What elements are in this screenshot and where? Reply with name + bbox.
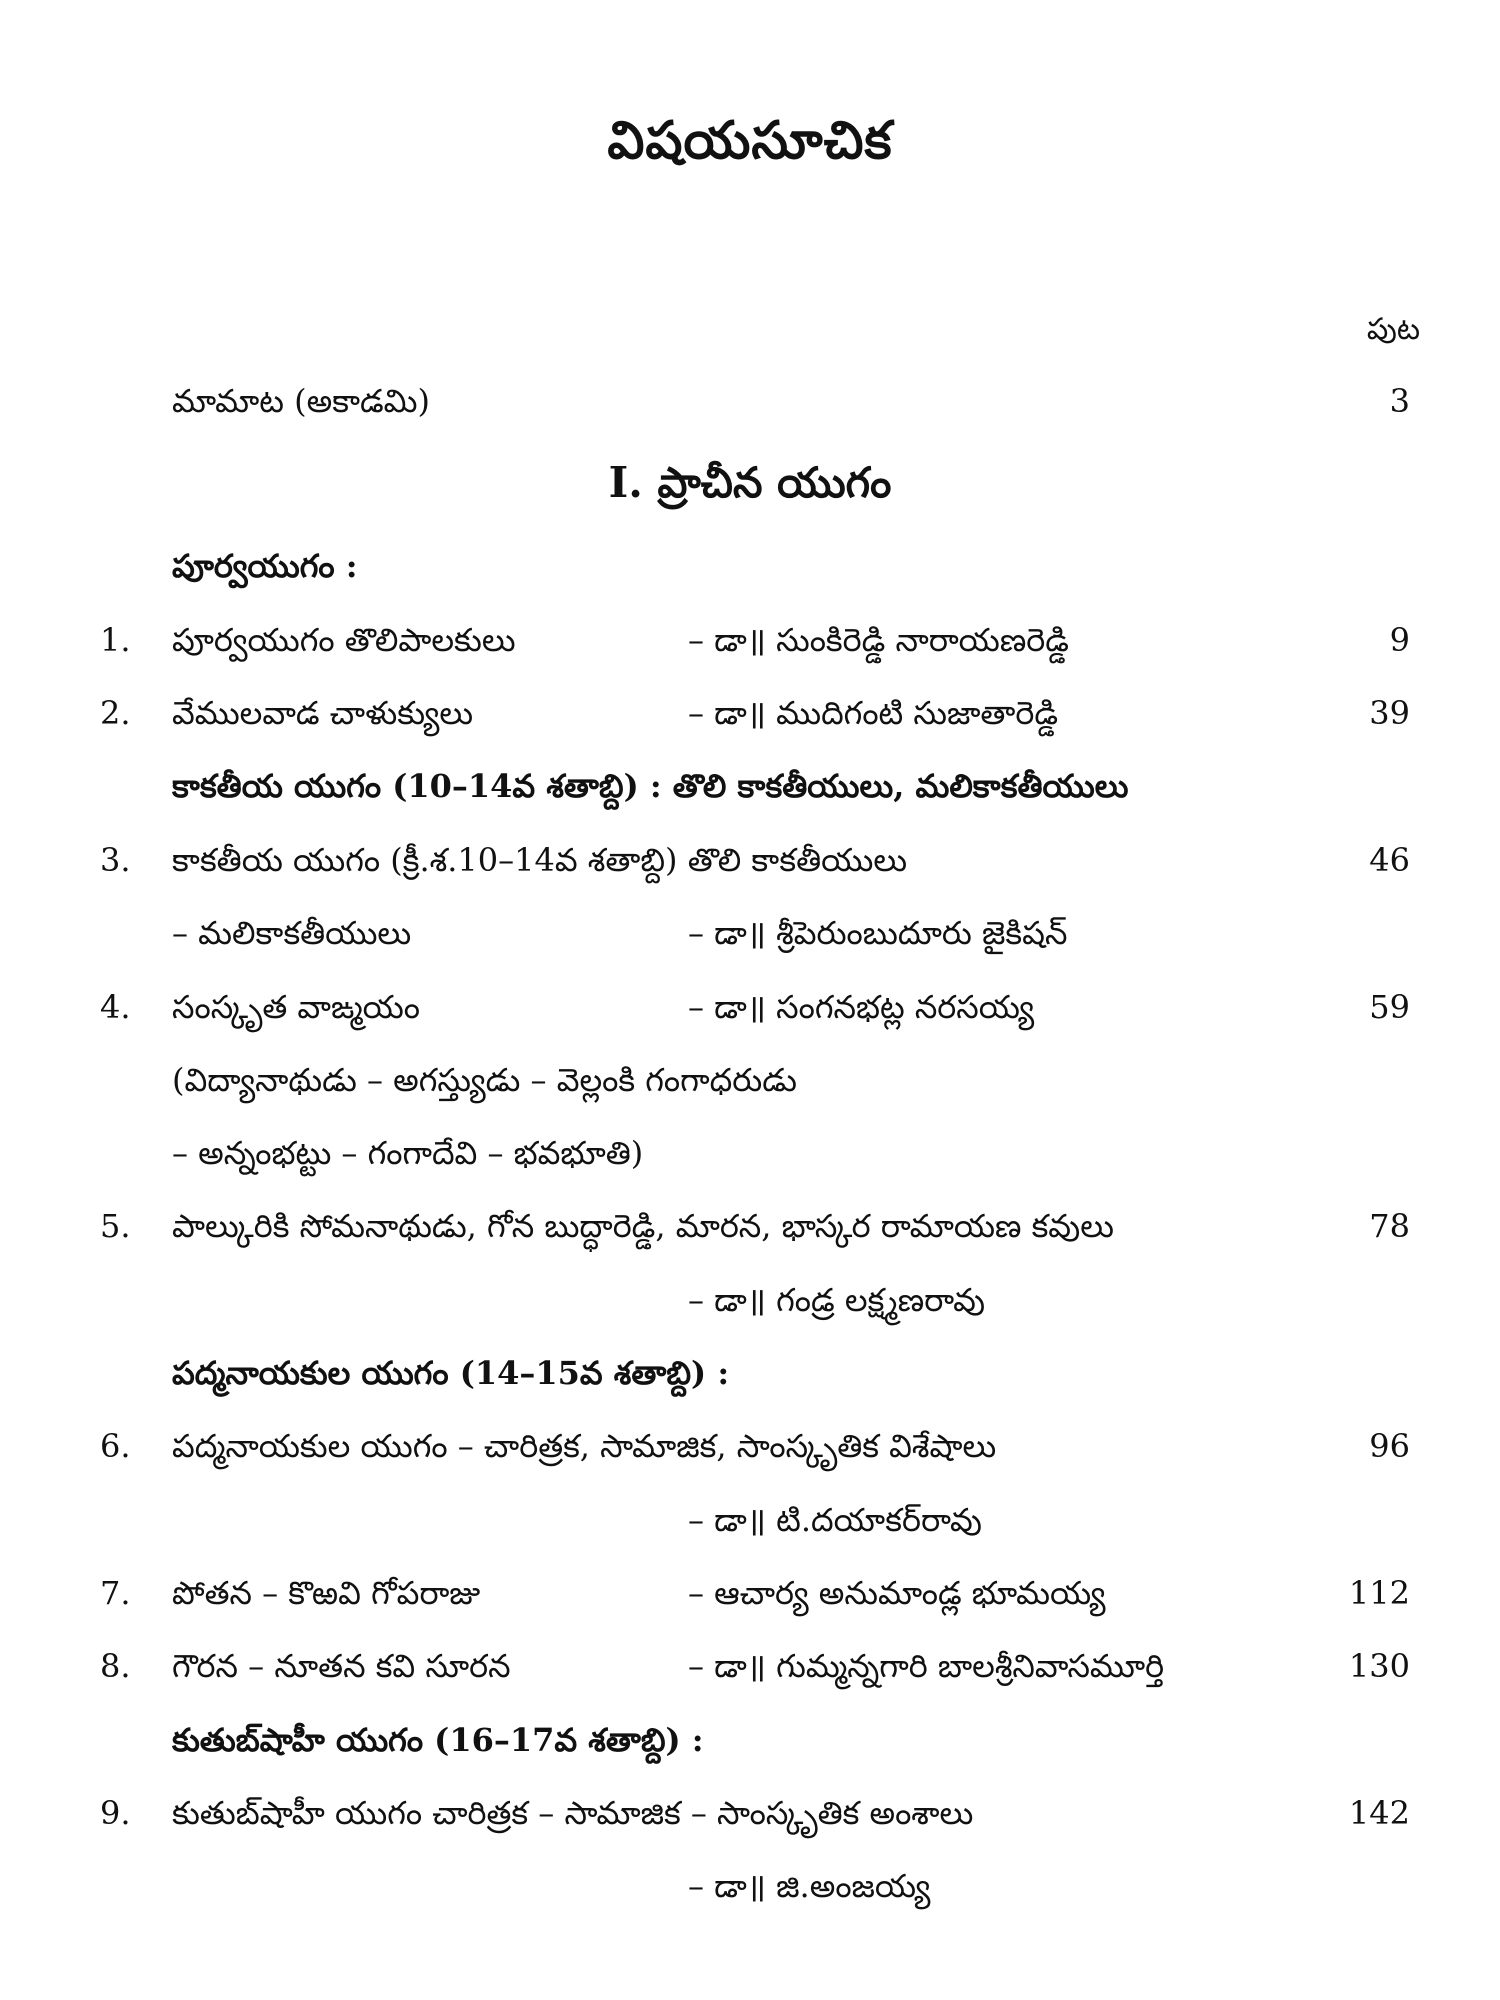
toc-row [0,1201,1500,1251]
entry-title: కాకతీయ యుగం (10–14వ శతాబ్ది) : తొలి కాకతీయులు, మలికాకతీయులు [172,767,1129,805]
entry-page: 130 [1348,1647,1410,1685]
entry-number: 8. [100,1647,131,1685]
entry-title: మామాట (అకాడమి) [172,382,430,420]
entry-page: 78 [1369,1207,1410,1245]
entry-title: సంస్కృత వాఙ్మయం [172,988,421,1026]
subsection-heading [0,761,1500,811]
toc-row [0,615,1500,665]
entry-title: కుతుబ్‌షాహీ యుగం చారిత్రక – సామాజిక – సాంస్కృతిక అంశాలు [172,1794,974,1832]
subsection-heading [0,541,1500,591]
toc-row [0,376,1500,426]
entry-title: పద్మనాయకుల యుగం – చారిత్రక, సామాజిక, సాంస్కృతిక విశేషాలు [172,1427,997,1465]
entry-author: – డా॥ జి.అంజయ్య [688,1867,931,1905]
entry-author: – డా॥ గుమ్మన్నగారి బాలశ్రీనివాసమూర్తి [688,1647,1165,1685]
toc-row [0,908,1500,958]
entry-title: పోతన – కొఱవి గోపరాజు [172,1574,481,1612]
entry-number: 7. [100,1574,131,1612]
entry-page: 142 [1348,1794,1410,1832]
entry-title: కుతుబ్‌షాహీ యుగం (16–17వ శతాబ్ది) : [172,1721,704,1759]
subsection-heading [0,1348,1500,1398]
toc-row [0,982,1500,1032]
entry-title: (విద్యానాథుడు – అగస్త్యుడు – వెల్లంకి గంగాధరుడు [172,1061,798,1099]
entry-title: పూర్వయుగం తొలిపాలకులు [172,621,516,659]
entry-title: పద్మనాయకుల యుగం (14–15వ శతాబ్ది) : [172,1354,730,1392]
entry-number: 9. [100,1794,131,1832]
entry-page: 112 [1348,1574,1410,1612]
entry-author: – ఆచార్య అనుమాండ్ల భూమయ్య [688,1574,1106,1612]
entry-number: 2. [100,694,131,732]
entry-author: – డా॥ శ్రీపెరుంబుదూరు జైకిషన్ [688,914,1068,952]
entry-page: 3 [1389,382,1410,420]
entry-number: 6. [100,1427,131,1465]
entry-title: – మలికాకతీయులు [172,914,412,952]
entry-title: పాల్కురికి సోమనాథుడు, గోన బుద్ధారెడ్డి, మారన, భాస్కర రామాయణ కవులు [172,1207,1115,1245]
toc-row [0,1568,1500,1618]
entry-page: 9 [1389,621,1410,659]
page-title: విషయసూచిక [607,110,893,171]
entry-number: 1. [100,621,131,659]
toc-row [0,1055,1500,1105]
entry-author: – డా॥ టి.దయాకర్‌రావు [688,1501,982,1539]
entry-page: 59 [1369,988,1410,1026]
entry-number: 5. [100,1207,131,1245]
entry-title: – అన్నంభట్టు – గంగాదేవి – భవభూతి) [172,1134,644,1172]
toc-row [0,1275,1500,1325]
entry-title: వేములవాడ చాళుక్యులు [172,694,474,732]
toc-row [0,1641,1500,1691]
entry-page: 96 [1369,1427,1410,1465]
toc-row [0,1128,1500,1178]
entry-number: 3. [100,841,131,879]
subsection-heading [0,1715,1500,1765]
entry-author: – డా॥ గండ్ర లక్ష్మణరావు [688,1281,986,1319]
toc-row [0,1861,1500,1911]
toc-row [0,835,1500,885]
entry-author: – డా॥ సంగనభట్ల నరసయ్య [688,988,1035,1026]
entry-author: – డా॥ ముదిగంటి సుజాతారెడ్డి [688,694,1059,732]
toc-row [0,1788,1500,1838]
toc-row [0,1495,1500,1545]
entry-page: 39 [1369,694,1410,732]
entry-title: కాకతీయ యుగం (క్రీ.శ.10–14వ శతాబ్ది) తొలి కాకతీయులు [172,841,908,879]
entry-number: 4. [100,988,131,1026]
page-column-label: పుట [1366,312,1420,347]
section-title: I. ప్రాచీన యుగం [608,458,892,507]
entry-page: 46 [1369,841,1410,879]
toc-row [0,688,1500,738]
entry-title: పూర్వయుగం : [172,547,358,585]
toc-row [0,1421,1500,1471]
entry-title: గౌరన – నూతన కవి సూరన [172,1647,511,1685]
entry-author: – డా॥ సుంకిరెడ్డి నారాయణరెడ్డి [688,621,1069,659]
